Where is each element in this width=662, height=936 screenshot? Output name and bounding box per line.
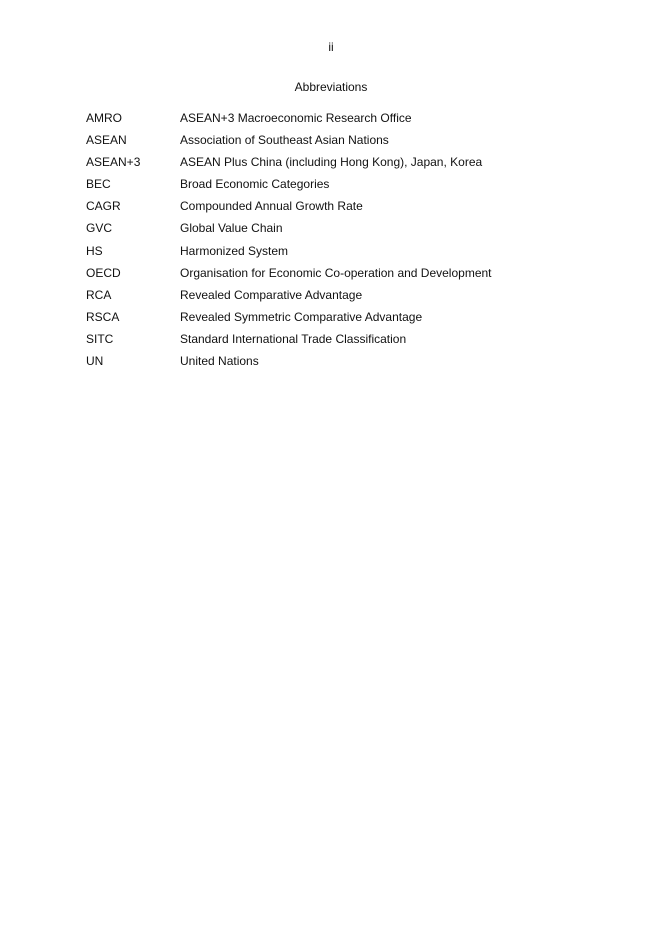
abbreviation-definition: Revealed Symmetric Comparative Advantage [180, 309, 423, 324]
abbreviation-term: HS [86, 243, 103, 258]
abbreviation-row-asean-plus-3 [86, 154, 606, 176]
page-number: ii [328, 40, 334, 54]
abbreviation-definition: Harmonized System [180, 243, 289, 258]
abbreviation-term: RCA [86, 287, 112, 302]
abbreviation-definition: Standard International Trade Classification [180, 331, 407, 346]
abbreviation-row-cagr [86, 198, 606, 220]
abbreviation-term: AMRO [86, 111, 122, 125]
abbreviation-row-oecd [86, 265, 606, 287]
abbreviation-row-asean [86, 132, 606, 154]
abbreviation-definition: Compounded Annual Growth Rate [180, 199, 363, 214]
abbreviation-term: BEC [86, 177, 111, 192]
abbreviation-term: SITC [86, 331, 114, 346]
page-title: Abbreviations [294, 80, 368, 94]
abbreviation-row-gvc [86, 220, 606, 242]
abbreviation-definition: ASEAN+3 Macroeconomic Research Office [180, 111, 412, 125]
abbreviation-term: ASEAN [86, 133, 127, 148]
abbreviation-term: CAGR [86, 199, 121, 214]
abbreviation-definition: Association of Southeast Asian Nations [180, 133, 389, 148]
abbreviation-row-amro [86, 110, 606, 132]
abbreviation-list [86, 110, 606, 375]
abbreviation-definition: Global Value Chain [180, 221, 283, 236]
abbreviation-definition: Revealed Comparative Advantage [180, 287, 363, 302]
abbreviation-row-hs [86, 243, 606, 265]
abbreviation-row-rca [86, 287, 606, 309]
abbreviation-term: UN [86, 354, 104, 369]
abbreviation-term: ASEAN+3 [86, 155, 141, 170]
abbreviation-definition: ASEAN Plus China (including Hong Kong), Japan, Korea [180, 155, 483, 170]
abbreviation-term: OECD [86, 265, 121, 280]
abbreviation-term: GVC [86, 221, 113, 236]
abbreviation-row-rsca [86, 309, 606, 331]
abbreviation-row-bec [86, 176, 606, 198]
abbreviation-definition: United Nations [180, 354, 259, 369]
abbreviation-definition: Broad Economic Categories [180, 177, 330, 192]
abbreviation-term: RSCA [86, 309, 120, 324]
abbreviation-row-sitc [86, 331, 606, 353]
abbreviation-definition: Organisation for Economic Co-operation and Development [180, 265, 492, 280]
abbreviation-row-un [86, 353, 606, 375]
